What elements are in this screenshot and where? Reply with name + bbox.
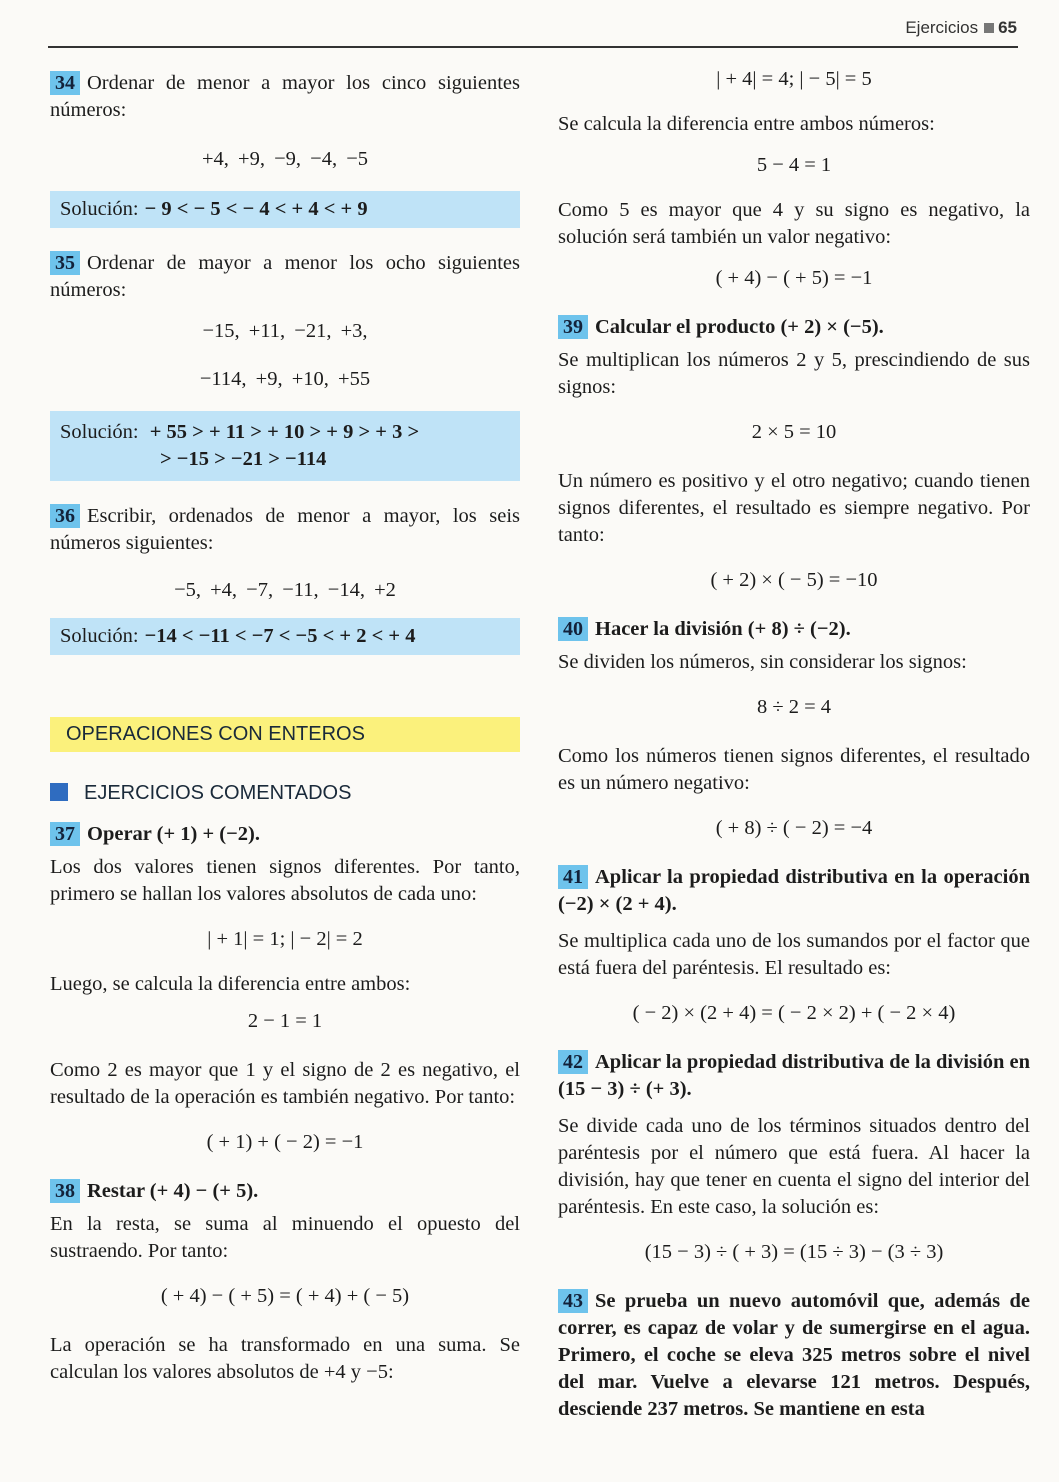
paragraph: Los dos valores tienen signos diferentes. Por tanto, primero se hallan los valores absolutos de cada uno: [50, 856, 520, 905]
equation: | + 4| = 4; | − 5| = 5 [716, 68, 872, 90]
solution-box [50, 411, 520, 481]
exercise-title: Restar (+ 4) − (+ 5). [87, 1180, 259, 1202]
solution-value: > −15 > −21 > −114 [160, 447, 327, 470]
equation: 5 − 4 = 1 [756, 154, 832, 176]
paragraph: Un número es positivo y el otro negativo; cuando tienen signos diferentes, el resultado es siempre negativo. Por tanto: [558, 470, 1030, 546]
paragraph: Como 5 es mayor que 4 y su signo es negativo, la solución será también un valor negativo: [558, 199, 1030, 248]
equation: ( + 2) × ( − 5) = −10 [710, 569, 878, 591]
solution-value: −14 < −11 < −7 < −5 < + 2 < + 4 [144, 625, 416, 647]
exercise-number: 42 [558, 1050, 588, 1074]
number-list: −114, +9, +10, +55 [199, 367, 371, 390]
paragraph: En la resta, se suma al minuendo el opuesto del sustraendo. Por tanto: [50, 1213, 520, 1262]
exercise-number: 34 [50, 71, 80, 95]
section-title: OPERACIONES CON ENTEROS [50, 717, 520, 752]
equation: | + 1| = 1; | − 2| = 2 [207, 928, 363, 950]
exercise-title: Hacer la división (+ 8) ÷ (−2). [595, 618, 851, 640]
equation: ( + 4) − ( + 5) = ( + 4) + ( − 5) [160, 1285, 410, 1307]
solution-value: − 9 < − 5 < − 4 < + 4 < + 9 [144, 198, 368, 220]
right-column [558, 66, 1030, 1423]
paragraph: Se divide cada uno de los términos situados dentro del paréntesis por el número que está fuera. Al hacer la división, hay que tener en cuenta el signo del interior del paréntesis. En este caso, la solución es: [558, 1115, 1030, 1218]
paragraph: Se multiplican los números 2 y 5, prescindiendo de sus signos: [558, 349, 1030, 398]
exercise-text: Ordenar de mayor a menor los ocho siguientes números: [50, 252, 520, 301]
exercise-42-title [558, 1049, 1030, 1103]
exercise-title: Aplicar la propiedad distributiva de la división en (15 − 3) ÷ (+ 3). [558, 1051, 1030, 1100]
equation: 2 × 5 = 10 [751, 421, 837, 443]
exercise-title: Aplicar la propiedad distributiva en la operación (−2) × (2 + 4). [558, 866, 1030, 915]
exercise-text: Ordenar de menor a mayor los cinco siguientes números: [50, 72, 520, 121]
subsection-title: EJERCICIOS COMENTADOS [50, 780, 520, 807]
exercise-number: 39 [558, 315, 588, 339]
exercise-text: Se prueba un nuevo automóvil que, además de correr, es capaz de volar y de sumergirse en el agua. Primero, el coche se eleva 325 metros sobre el nivel del mar. Vuelve a elevarse 121 metros. Después, desciende 237 metros. Se mantiene en esta [558, 1290, 1030, 1420]
number-list: −15, +11, −21, +3, [202, 320, 368, 342]
exercise-41-title [558, 864, 1030, 918]
exercise-35 [50, 250, 520, 304]
paragraph: Se calcula la diferencia entre ambos números: [558, 113, 935, 135]
exercise-number: 41 [558, 865, 588, 889]
square-bullet-icon [50, 783, 68, 801]
solution-box [50, 618, 520, 655]
equation: ( + 4) − ( + 5) = −1 [715, 267, 873, 289]
solution-label: Solución: [60, 420, 139, 443]
exercise-number: 37 [50, 822, 80, 846]
exercise-39-title [558, 314, 1030, 341]
paragraph: Se dividen los números, sin considerar los signos: [558, 651, 967, 673]
equation: ( − 2) × (2 + 4) = ( − 2 × 2) + ( − 2 × 4) [632, 1002, 956, 1024]
solution-label: Solución: [60, 625, 139, 647]
solution-label: Solución: [60, 198, 139, 220]
exercise-43 [558, 1288, 1030, 1423]
number-list: +4, +9, −9, −4, −5 [201, 148, 369, 170]
exercise-number: 43 [558, 1289, 588, 1313]
equation: 8 ÷ 2 = 4 [756, 696, 832, 718]
exercise-title: Operar (+ 1) + (−2). [87, 823, 260, 845]
exercise-number: 36 [50, 504, 80, 528]
equation: ( + 8) ÷ ( − 2) = −4 [715, 817, 873, 839]
equation: (15 − 3) ÷ ( + 3) = (15 ÷ 3) − (3 ÷ 3) [644, 1241, 944, 1263]
page-number: 65 [998, 18, 1017, 37]
solution-box [50, 191, 520, 228]
header-rule [48, 46, 1018, 48]
paragraph: La operación se ha transformado en una suma. Se calculan los valores absolutos de +4 y −5: [50, 1334, 520, 1383]
left-column [50, 70, 520, 1386]
exercise-34 [50, 70, 520, 124]
exercise-number: 35 [50, 251, 80, 275]
exercise-title: Calcular el producto (+ 2) × (−5). [595, 316, 884, 338]
exercise-number: 38 [50, 1179, 80, 1203]
paragraph: Luego, se calcula la diferencia entre ambos: [50, 973, 411, 995]
exercise-37-title [50, 821, 520, 848]
equation: 2 − 1 = 1 [247, 1010, 323, 1032]
solution-value: + 55 > + 11 > + 10 > + 9 > + 3 > [149, 420, 420, 443]
header-section: Ejercicios [905, 18, 979, 37]
square-icon [984, 23, 994, 33]
paragraph: Se multiplica cada uno de los sumandos por el factor que está fuera del paréntesis. El resultado es: [558, 930, 1030, 979]
exercise-36 [50, 503, 520, 557]
equation: ( + 1) + ( − 2) = −1 [206, 1131, 364, 1153]
exercise-40-title [558, 616, 1030, 643]
number-list: −5, +4, −7, −11, −14, +2 [174, 579, 396, 601]
exercise-text: Escribir, ordenados de menor a mayor, los seis números siguientes: [50, 504, 520, 554]
exercise-38-title [50, 1178, 520, 1205]
exercise-number: 40 [558, 617, 588, 641]
page-header [905, 18, 1017, 38]
paragraph: Como los números tienen signos diferentes, el resultado es un número negativo: [558, 745, 1030, 794]
paragraph: Como 2 es mayor que 1 y el signo de 2 es negativo, el resultado de la operación es también negativo. Por tanto: [50, 1059, 520, 1108]
